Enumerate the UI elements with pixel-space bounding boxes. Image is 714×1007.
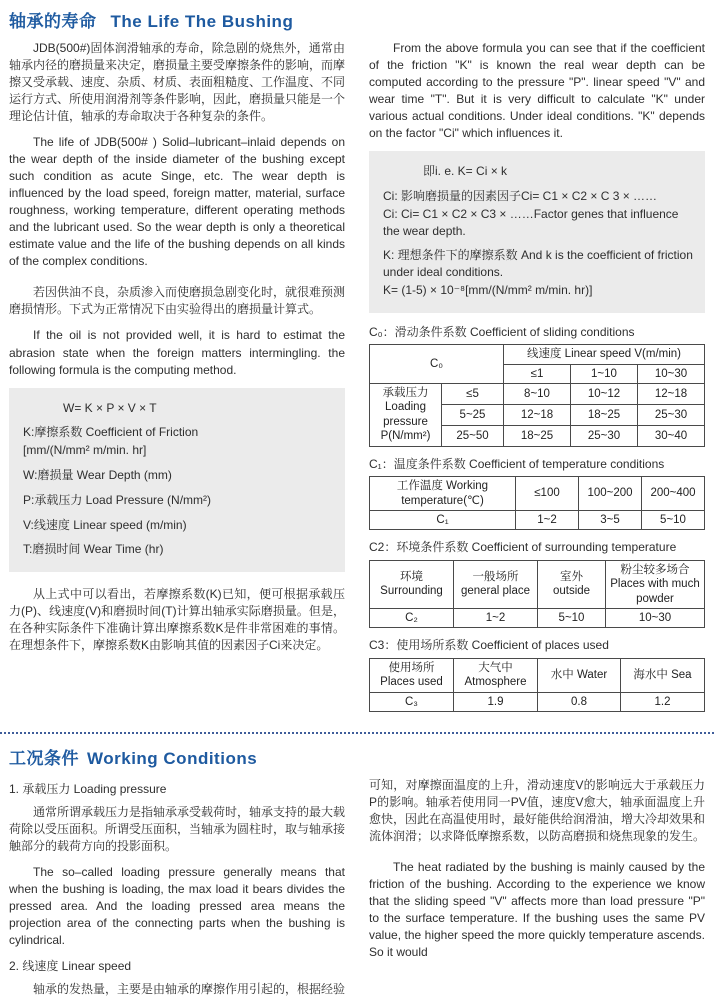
paragraph-pressure-en: The so–called loading pressure generally means that when the bushing is loading, the max load it bears divides the pressed area. And the loading pressed area means the projection area of the connecting parts when the bushing is cylindrical.: [9, 865, 345, 948]
paragraph-heat-en: The heat radiated by the bushing is mainly caused by the friction of the bushing. According to the experience we know that the sliding speed "V" affects more than load pressure "P" to the surface temperature. If the bushing uses the same PV value, the higher speed the more quickly temperature ascends. So it would: [369, 860, 705, 960]
c1-table-title: C₁：温度条件系数 Coefficient of temperature conditions: [369, 456, 665, 471]
table-cell: 一般场所 general place: [454, 560, 538, 608]
paragraph-speed-effect-zh: 可知，对摩擦面温度的上升，滑动速度V的影响远大于承载压力P的影响。轴承若使用同一PV值，速度V愈大，轴承面温度上升愈快，因此在高温使用时，最好能供给润滑油，增大冷却效果和流体润滑；以求降低摩擦系数，以防高磨损和烧焦现象的发生。: [369, 778, 706, 844]
paragraph-formula-en: From the above formula you can see that if the coefficient of the friction "K" is known the real wear depth can be computed according to the pressure "P". linear speed "V" and wear time "T". But it is very difficult to calculate "K" under various actual conditions. Under ideal conditions. "K" depends on the factor "Ci" which influences it.: [369, 41, 705, 141]
k-value: K= (1-5) × 10⁻⁸[mm/(N/mm² m/min. hr)]: [383, 282, 593, 297]
c2-table: [369, 560, 705, 629]
formula-def-v: V:线速度 Linear speed (m/min): [23, 517, 187, 532]
paragraph-conclusion-zh: 从上式中可以看出，若摩擦系数(K)已知，便可根据承载压力(P)、线速度(V)和磨损时间(T)计算出轴承实际磨损量。但是，在各种实际条件下准确计算出摩擦系数K是件非常困难的事情。在理想条件下，摩擦系数K由影响其值的因素因子Ci来决定。: [9, 587, 345, 653]
table-cell: 3~5: [579, 510, 642, 529]
table-cell: 粉尘较多场合 Places with much powder: [606, 560, 705, 608]
wear-formula-box: [9, 388, 345, 573]
item-linear-speed: 2. 线速度 Linear speed: [9, 959, 132, 974]
table-cell: 25~30: [571, 425, 638, 446]
formula-def-w: W:磨损量 Wear Depth (mm): [23, 467, 172, 482]
formula-def-p: P:承载压力 Load Pressure (N/mm²): [23, 492, 212, 507]
dotted-separator: [0, 732, 714, 734]
table-cell: 环境 Surrounding: [370, 560, 454, 608]
table-cell: 5~25: [442, 404, 504, 425]
table-cell: ≤1: [504, 364, 571, 383]
paragraph-oil-zh: 若因供油不良，杂质渗入而使磨损急剧变化时，就很难预测磨损情形。下式为正常情况下由实验得出的磨损量计算式。: [9, 285, 346, 317]
c0-table-title: C₀：滑动条件系数 Coefficient of sliding conditions: [369, 324, 635, 339]
table-cell: 10~30: [606, 609, 705, 628]
table-cell: 10~30: [637, 364, 704, 383]
c1-table: [369, 476, 705, 530]
k-formula: 即i. e. K= Ci × k: [423, 164, 508, 179]
item-loading-pressure: 1. 承载压力 Loading pressure: [9, 782, 167, 797]
formula-def-t: T:磨损时间 Wear Time (hr): [23, 542, 164, 557]
c0-speed-header: 线速度 Linear speed V(m/min): [504, 345, 705, 364]
paragraph-life-zh: JDB(500#)固体润滑轴承的寿命，除急剧的烧焦外，通常由轴承内径的磨损量来决定，磨损量主要受摩擦条件的影响，而摩擦又受承载、速度、杂质、材质、表面粗糙度、工作温度、不同运行方式、所使用润滑剂等条件影响，因此，磨损量只能是一个理论估计值，轴承的寿命取决于各种复杂的条件。: [9, 41, 346, 124]
paragraph-life-en: The life of JDB(500# ) Solid–lubricant–inlaid depends on the wear depth of the inside diameter of the bushing except such condition as acute Singe, etc. The wear depth is influenced by the load speed, foreign matter, material, surface roughness, working temperature, different operating methods and the lubricant used. So the wear depth is only a theoretical estimate value and the life of the bushing depends on all kinds of the complex conditions.: [9, 135, 345, 269]
c0-corner-cell: C₀: [370, 345, 504, 384]
table-cell: 1~2: [454, 609, 538, 628]
paragraph-pressure-zh: 通常所谓承载压力是指轴承承受载荷时，轴承支持的最大载荷除以受压面积。所谓受压面积，当轴承为圆柱时，取与轴承接触部分的载荷方向的投影面积。: [9, 804, 346, 853]
table-cell: 使用场所 Places used: [370, 659, 454, 693]
section2-heading: [9, 744, 705, 769]
section2-columns: [9, 777, 705, 1007]
table-cell: 1.9: [454, 692, 538, 711]
ci-def-zh: Ci: 影响磨损量的因素因子Ci= C1 × C2 × C 3 × ……: [383, 188, 658, 203]
section1-heading-zh: 轴承的寿命: [9, 12, 97, 31]
section1-left-column: [9, 40, 345, 663]
table-cell: 12~18: [504, 404, 571, 425]
table-cell: 200~400: [642, 477, 705, 511]
section2-left-column: [9, 777, 345, 1007]
table-cell: 100~200: [579, 477, 642, 511]
table-cell: 海水中 Sea: [621, 659, 705, 693]
c3-table-title: C3：使用场所系数 Coefficient of places used: [369, 638, 609, 653]
section1-heading: [9, 7, 705, 32]
table-cell: ≤5: [442, 384, 504, 405]
table-cell: 1~2: [516, 510, 579, 529]
c0-pressure-header: 承载压力 Loading pressure P(N/mm²): [370, 384, 442, 447]
table-cell: 5~10: [538, 609, 606, 628]
section1-right-column: [369, 40, 705, 722]
formula-def-k-unit: [mm/(N/mm² m/min. hr]: [23, 443, 147, 458]
table-cell: ≤100: [516, 477, 579, 511]
table-cell: 10~12: [571, 384, 638, 405]
table-cell: 8~10: [504, 384, 571, 405]
c0-table: [369, 344, 705, 446]
table-cell: C₂: [370, 609, 454, 628]
table-cell: 0.8: [538, 692, 621, 711]
table-cell: 18~25: [504, 425, 571, 446]
paragraph-oil-en: If the oil is not provided well, it is hard to estimat the abrasion state when the foreign matters intermingling. the following formula is the computing method.: [9, 328, 345, 377]
section1-heading-en: The Life The Bushing: [110, 12, 294, 31]
c2-table-title: C2：环境条件系数 Coefficient of surrounding temperature: [369, 540, 677, 555]
section2-right-column: [369, 777, 705, 970]
wear-formula: W= K × P × V × T: [63, 400, 157, 415]
section2-heading-zh: 工况条件: [9, 749, 79, 769]
paragraph-heat-zh: 轴承的发热量，主要是由轴承的摩擦作用引起的，根据经验: [33, 981, 346, 996]
k-def: K: 理想条件下的摩擦系数 And k is the coefficient of friction under ideal conditions.: [383, 248, 693, 280]
section1-columns: [9, 40, 705, 722]
table-cell: 30~40: [637, 425, 704, 446]
table-cell: 水中 Water: [538, 659, 621, 693]
table-cell: 18~25: [571, 404, 638, 425]
k-factor-box: [369, 151, 705, 313]
table-cell: 大气中 Atmosphere: [454, 659, 538, 693]
table-cell: 1~10: [571, 364, 638, 383]
table-cell: C₁: [370, 510, 516, 529]
table-cell: 25~30: [637, 404, 704, 425]
table-cell: 室外 outside: [538, 560, 606, 608]
table-cell: 25~50: [442, 425, 504, 446]
table-cell: 工作温度 Working temperature(℃): [370, 477, 516, 511]
c3-table: [369, 658, 705, 712]
table-cell: 5~10: [642, 510, 705, 529]
ci-def-en: Ci: Ci= C1 × C2 × C3 × ……Factor genes that influence the wear depth.: [383, 206, 679, 238]
table-cell: 12~18: [637, 384, 704, 405]
section2-heading-en: Working Conditions: [87, 749, 258, 769]
table-cell: 1.2: [621, 692, 705, 711]
formula-def-k: K:摩擦系数 Coefficient of Friction: [23, 425, 199, 440]
table-cell: C₃: [370, 692, 454, 711]
